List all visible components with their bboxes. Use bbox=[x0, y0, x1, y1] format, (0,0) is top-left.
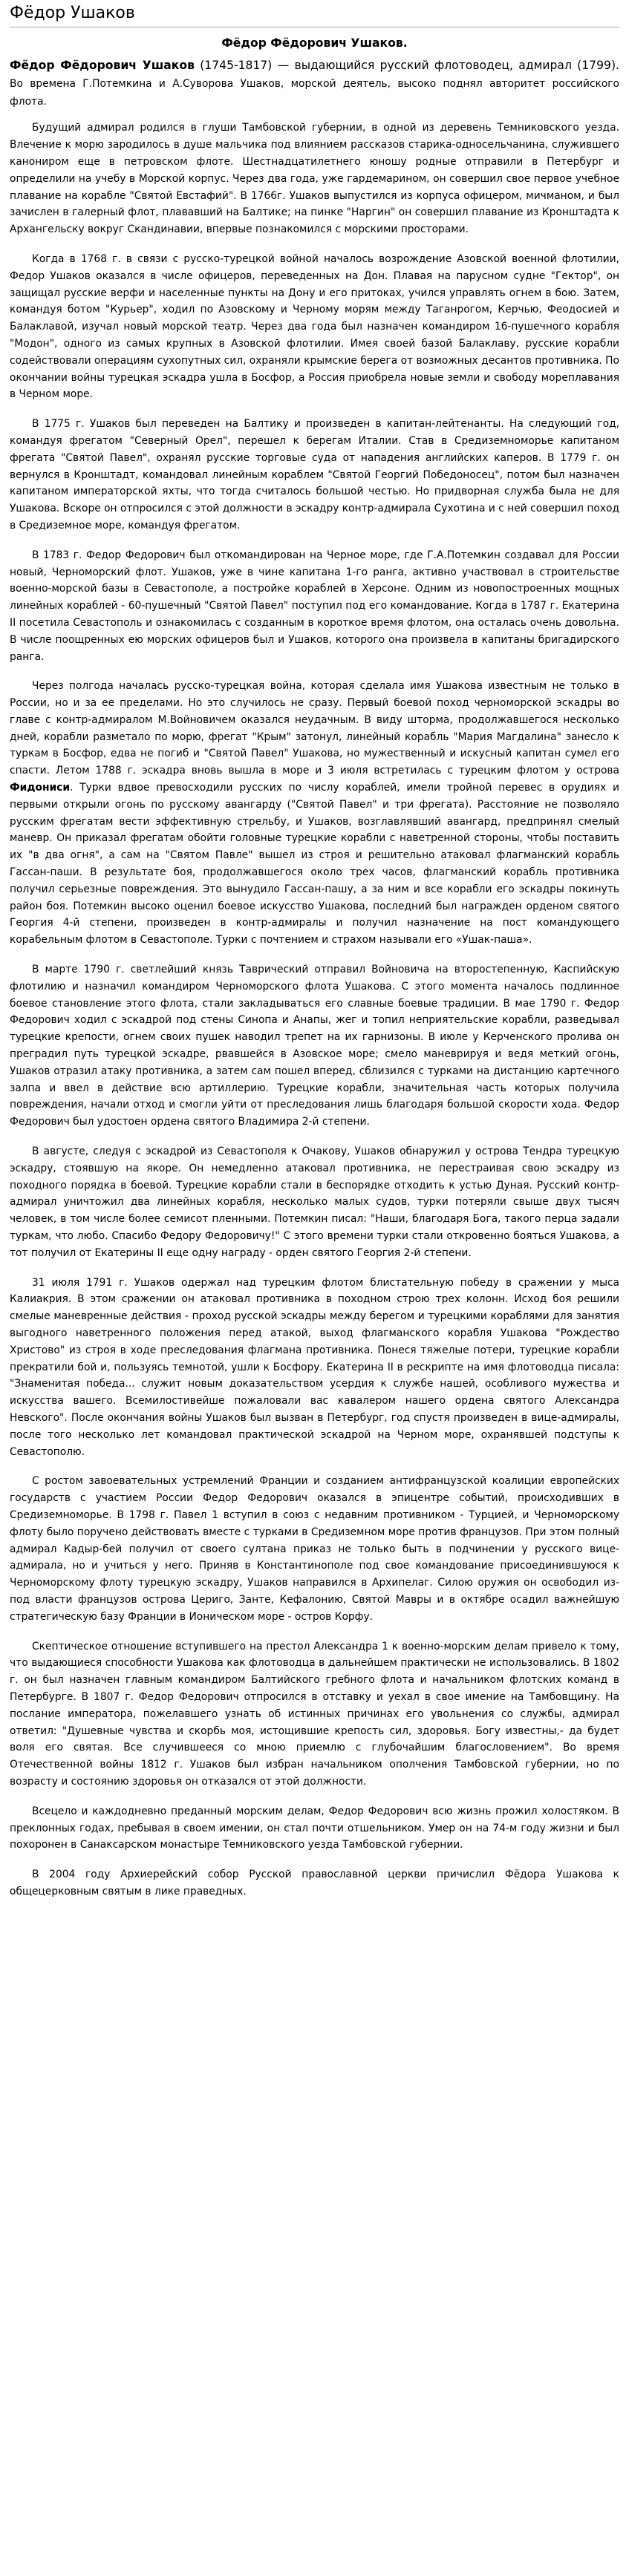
paragraph-black-sea-fleet: В 1783 г. Федор Федорович был откомандирован на Черное море, где Г.А.Потемкин создавал для России новый, Черноморский флот. Ушаков, уже в чине капитана 1-го ранга, активно участвовал в строительстве военно-морской базы в Севастополе, а постройке кораблей в Херсоне. Одним из новопостроенных мощных линейных кораблей - 60-пушечный "Святой Павел" поступил под его командование. Когда в 1787 г. Екатерина II посетила Севастополь и ознакомилась с созданным в короткое время флотом, она осталась очень довольна. В числе поощренных ею морских офицеров был и Ушаков, которого она произвела в капитаны бригадирского ранга. bbox=[10, 549, 619, 663]
paragraph-azov-flotilla: Когда в 1768 г. в связи с русско-турецкой войной началось возрождение Азовской военной флотилии, Федор Ушаков оказался в числе офицеров, переведенных на Дон. Плавая на парусном судне "Гектор", он защищал русские верфи и населенные пункты на Дону и его притоках, учился управлять огнем в бою. Затем, командуя ботом "Курьер", ходил по Азовскому и Черному морям между Таганрогом, Керчью, Феодосией и Балаклавой, изучал новый морской театр. Через два года был назначен командиром 16-пушечного корабля "Модон", одного из самых крупных в Азовской флотилии. Имея своей базой Балаклаву, русские корабли содействовали операциям сухопутных сил, охраняли крымские берега от возможных десантов противника. По окончании войны турецкая эскадра ушла в Босфор, а Россия приобрела новые земли и свободу мореплавания в Черном море. bbox=[10, 252, 619, 401]
fidonisi-text-a: Через полгода началась русско-турецкая война, которая сделала имя Ушакова известным не только в России, но и за ее пределами. Но это случилось не сразу. Первый боевой поход черноморской эскадры во главе с контр-адмиралом М.Войновичем оказался неудачным. В виду шторма, продолжавшегося несколько дней, корабли разметало по морю, фрегат "Крым" затонул, линейный корабль "Мария Магдалина" занесло к туркам в Босфор, едва не погиб и "Святой Павел" Ушакова, но мужественный и искусный капитан сумел его спасти. Летом 1788 г. эскадра вновь вышла в море и 3 июля встретилась с турецким флотом у острова bbox=[10, 680, 619, 777]
paragraph-tendra: В августе, следуя с эскадрой из Севастополя к Очакову, Ушаков обнаружил у острова Тендра турецкую эскадру, стоявшую на якоре. Он немедленно атаковал противника, не перестраивая свою эскадру из походного порядка в боевой. Турецкие корабли стали в беспорядке отходить к устью Дуная. Русский контр-адмирал уничтожил два линейных корабля, несколько малых судов, турки потеряли свыше двух тысяч человек, в том числе более семисот пленными. Потемкин писал: "Наши, благодаря Бога, такого перца задали туркам, что любо. Спасибо Федору Федоровичу!" С этого времени турки стали откровенно бояться Ушакова, а тот получил от Екатерины II еще одну награду - орден святого Георгия 2-й степени. bbox=[10, 1145, 619, 1259]
paragraph-mediterranean: С ростом завоевательных устремлений Франции и созданием антифранцузской коалиции европейских государств с участием России Федор Федорович оказался в эпицентре событий, происходивших в Средиземноморье. В 1798 г. Павел 1 вступил в союз с недавним противником - Турцией, и Черноморскому флоту было поручено действовать вместе с турками в Средиземном море против французов. При этом полный адмирал Кадыр-бей получил от своего султана приказ не только быть в подчинении у русского вице-адмирала, но и учиться у него. Приняв в Константинополе под свое командование присоединившуюся к Черноморскому флоту турецкую эскадру, Ушаков направился в Архипелаг. Силою оружия он освободил из-под власти французов острова Цериго, Занте, Кефалонию, Святой Мавры и в октябре осадил важнейшую стратегическую базу Франции в Ионическом море - остров Корфу. bbox=[10, 1475, 619, 1623]
fidonisi-island: Фидониси bbox=[10, 782, 71, 794]
paragraph-final-years: Всецело и каждодневно преданный морским делам, Федор Федорович всю жизнь прожил холостяком. В преклонных годах, пребывая в своем имении, он стал почти отшельником. Умер он на 74-м году жизни и был похоронен в Санаксарском монастыре Темниковского уезда Тамбовской губернии. bbox=[10, 1805, 619, 1851]
lead-paragraph bbox=[10, 57, 619, 110]
paragraph-kaliakria: 31 июля 1791 г. Ушаков одержал над турецким флотом блистательную победу в сражении у мыса Калиакрия. В этом сражении он атаковал противника в походном строю трех колонн. Исход боя решили смелые маневренные действия - проход русской эскадры между берегом и турецкими кораблями для занятия выгодного наветренного положения перед атакой, выход флагманского корабля Ушакова "Рождество Христово" из строя в ходе преследования флагмана противника. Понеся тяжелые потери, турецкие корабли прекратили бой и, пользуясь темнотой, ушли к Босфору. Екатерина II в рескрипте на имя флотоводца писала: "Знаменитая победа... служит новым доказательством усердия к службе нашей, особливого мужества и искусства вашего. Всемилостивейше пожаловали вас кавалером нашего ордена святого Александра Невского". После окончания войны Ушаков был вызван в Петербург, год спустя произведен в вице-адмиралы, после того несколько лет командовал практической эскадрой на Черном море, охранявшей подступы к Севастополю. bbox=[10, 1276, 619, 1458]
paragraph-childhood: Будущий адмирал родился в глуши Тамбовской губернии, в одной из деревень Темниковского уезда. Влечение к морю зародилось в душе мальчика под влиянием рассказов старика-односельчанина, служившего канониром еще в петровском флоте. Шестнадцатилетнего юношу родные отправили в Петербург и определили на учебу в Морской корпус. Через два года, уже гардемарином, он совершил свое первое учебное плавание на корабле "Святой Евстафий". В 1766г. Ушаков выпустился из корпуса офицером, мичманом, и был зачислен в галерный флот, плававший на Балтике; на пинке "Наргин" он совершил плавание из Кронштадта к Архангельску вокруг Скандинавии, впервые познакомился с морскими просторами. bbox=[10, 122, 619, 236]
paragraph-baltic-service: В 1775 г. Ушаков был переведен на Балтику и произведен в капитан-лейтенанты. На следующий год, командуя фрегатом "Северный Орел", перешел к берегам Италии. Став в Средиземноморье капитаном фрегата "Святой Павел", охранял русские торговые суда от нападения английских каперов. В 1779 г. он вернулся в Кронштадт, командовал линейным кораблем "Святой Георгий Победоносец", потом был назначен капитаном императорской яхты, что тогда считалось большой честью. Но придворная служба была не для Ушакова. Вскоре он отпросился с этой должности в эскадру контр-адмирала Сухотина и с ней совершил поход в Средиземное море, командуя фрегатом. bbox=[10, 418, 619, 532]
lead-dates: (1745-1817) — выдающийся русский флотоводец, адмирал (1799). bbox=[194, 59, 619, 72]
article-subtitle: Фёдор Фёдорович Ушаков. bbox=[221, 36, 408, 50]
paragraph-canonization: В 2004 году Архиерейский собор Русской православной церкви причислил Фёдора Ушакова к общецерковным святым в лике праведных. bbox=[10, 1869, 619, 1897]
page-title: Фёдор Ушаков bbox=[10, 0, 619, 27]
lead-name: Фёдор Фёдорович Ушаков bbox=[10, 59, 195, 72]
paragraph-fidonisi bbox=[10, 678, 619, 949]
paragraph-retirement: Скептическое отношение вступившего на престол Александра 1 к военно-морским делам привело к тому, что выдающиеся способности Ушакова как флотоводца в дальнейшем практически не использовались. В 1802 г. он был назначен главным командиром Балтийского гребного флота и начальником флотских команд в Петербурге. В 1807 г. Федор Федорович отпросился в отставку и уехал в свое имение на Тамбовщину. На послание императора, пожелавшего узнать об истинных причинах его увольнения со службы, адмирал ответил: "Душевные чувства и скорбь моя, истощившие крепость сил, здоровья. Богу известны,- да будет воля его святая. Все случившееся со мною приемлю с глубочайшим благословением". Во время Отечественной войны 1812 г. Ушаков был избран начальником ополчения Тамбовской губернии, но по возрасту и состоянию здоровья он отказался от этой должности. bbox=[10, 1640, 619, 1788]
lead-tail: Во времена Г.Потемкина и А.Суворова Ушаков, морской деятель, высоко поднял авторитет российского флота. bbox=[10, 77, 619, 108]
fidonisi-text-b: . Турки вдвое превосходили русских по числу кораблей, имели тройной перевес в орудиях и первыми открыли огонь по русскому авангарду ("Святой Павел" и три фрегата). Расстояние не позволяло русским фрегатам вести эффективную стрельбу, и Ушаков, возглавлявший авангард, предпринял смелый маневр. Он приказал фрегатам обойти головные турецкие корабли с наветренной стороны, чтобы поставить их "в два огня", а сам на "Святом Павле" вышел из строя и решительно атаковал флагманский корабль Гассан-паши. В результате боя, продолжавшегося около трех часов, флагманский корабль противника получил серьезные повреждения. Это вынудило Гассан-пашу, а за ним и все корабли его эскадры покинуть район боя. Потемкин высоко оценил боевое искусство Ушакова, последний был награжден орденом святого Георгия 4-й степени, произведен в контр-адмиралы и получил назначение на пост командующего корабельным флотом в Севастополе. Турки с почтением и страхом называли его «Ушак-паша». bbox=[10, 782, 619, 947]
paragraph-kerch: В марте 1790 г. светлейший князь Таврический отправил Войновича на второстепенную, Каспийскую флотилию и назначил командиром Черноморского флота Ушакова. С этого момента началось подлинное боевое становление этого флота, стали закладываться его славные боевые традиции. В мае 1790 г. Федор Федорович ходил с эскадрой под стены Синопа и Анапы, жег и топил неприятельские корабли, разведывал турецкие крепости, огнем своих пушек наводил трепет на их гарнизоны. В июле у Керченского пролива он преградил путь турецкой эскадре, рвавшейся в Азовское море; смело маневрируя и ведя меткий огонь, Ушаков отразил атаку противника, а затем сам пошел вперед, сблизился с турками на дистанцию картечного залпа и ввел в действие всю артиллерию. Турецкие корабли, значительная часть которых получила повреждения, начали отход и смогли уйти от преследования лишь благодаря большой скорости хода. Федор Федорович был удостоен ордена святого Владимира 2-й степени. bbox=[10, 964, 619, 1128]
